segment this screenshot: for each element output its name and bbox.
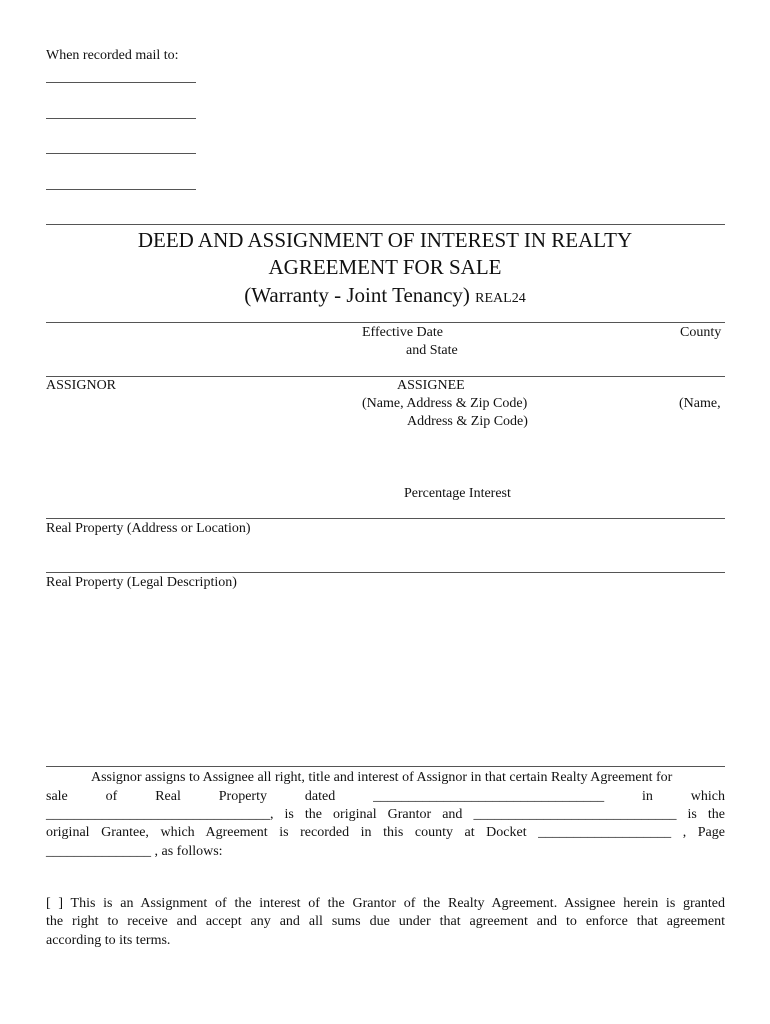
divider-after-title [46, 322, 725, 323]
assignor-name-address-label: (Name, Address & Zip Code) [362, 396, 528, 411]
grantor-assignment-clause-line-1: [ ] This is an Assignment of the interest of the Grantor of the Realty Agreement. Assignee herein is granted [46, 896, 725, 911]
percentage-interest-label: Percentage Interest [404, 486, 511, 501]
assignor-label: ASSIGNOR [46, 378, 117, 393]
assignment-paragraph-line-3: ________________________________, is the original Grantor and _____________________________ is the [46, 807, 725, 822]
divider-before-assignment [46, 766, 725, 767]
effective-date-label: Effective Date [362, 325, 443, 340]
document-subtitle [0, 282, 770, 312]
grantor-assignment-clause-line-3: according to its terms. [46, 933, 171, 948]
assignee-address-label: Address & Zip Code) [407, 414, 528, 429]
divider-before-legal-description [46, 572, 725, 573]
assignment-paragraph-line-5: _______________ , as follows: [46, 844, 223, 859]
document-subtitle-text: (Warranty - Joint Tenancy) [244, 283, 470, 307]
assignment-paragraph-line-1: Assignor assigns to Assignee all right, title and interest of Assignor in that certain Realty Agreement for [91, 770, 673, 785]
form-code: REAL24 [475, 291, 526, 306]
assignment-paragraph-line-4: original Grantee, which Agreement is recorded in this county at Docket ___________________ , Page [46, 825, 725, 840]
mail-address-line-2[interactable] [46, 118, 196, 119]
divider-before-parties [46, 376, 725, 377]
divider-before-property-address [46, 518, 725, 519]
grantor-assignment-clause-line-2: the right to receive and accept any and all sums due under that agreement and to enforce that agreement [46, 914, 725, 929]
county-label: County [680, 325, 722, 340]
mail-address-line-4[interactable] [46, 189, 196, 190]
document-title-line-2: AGREEMENT FOR SALE [268, 255, 502, 279]
mail-address-line-3[interactable] [46, 153, 196, 154]
assignee-name-label: (Name, [679, 396, 721, 411]
recorded-mail-label: When recorded mail to: [46, 48, 179, 63]
property-address-label: Real Property (Address or Location) [46, 521, 251, 536]
mail-address-line-1[interactable] [46, 82, 196, 83]
assignment-paragraph-line-2: sale of Real Property dated _________________________________ in which [46, 789, 725, 804]
document-title-line-1: DEED AND ASSIGNMENT OF INTEREST IN REALTY [137, 228, 633, 252]
divider-top [46, 224, 725, 225]
assignee-label: ASSIGNEE [397, 378, 465, 393]
and-state-label: and State [406, 343, 458, 358]
property-legal-description-label: Real Property (Legal Description) [46, 575, 237, 590]
